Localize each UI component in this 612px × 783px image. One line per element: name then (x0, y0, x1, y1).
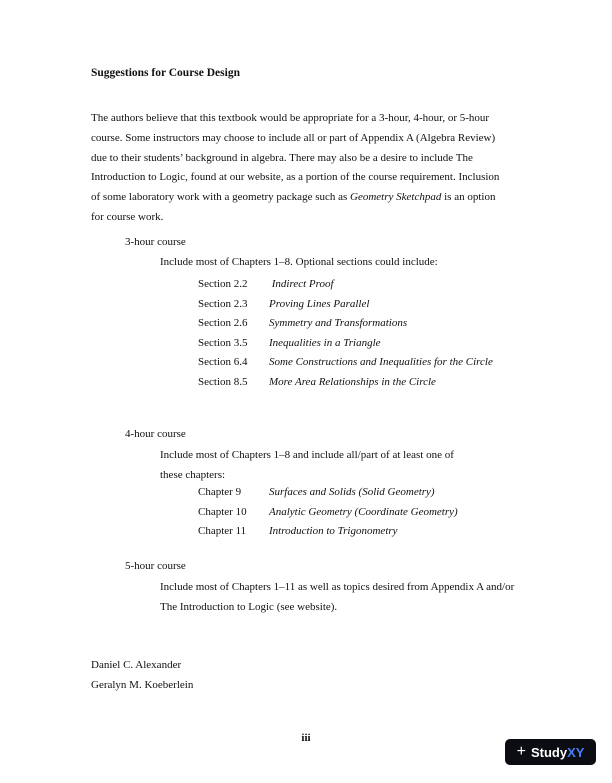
section-number: Section 2.3 (198, 297, 248, 310)
authors (91, 656, 193, 695)
intro-line: Introduction to Logic, found at our website, as a portion of the course requirement. Inclusion (91, 171, 500, 184)
software-name: Geometry Sketchpad (350, 191, 442, 204)
chapter-number: Chapter 9 (198, 486, 242, 498)
chapter-row (198, 483, 458, 503)
studyxy-badge[interactable] (505, 739, 596, 765)
description-line: Include most of Chapters 1–11 as well as topics desired from Appendix A and/or (160, 581, 515, 593)
course-4-description (160, 446, 454, 485)
section-number: Section 6.4 (198, 356, 248, 368)
plus-icon: + (516, 743, 526, 760)
section-number: Section 2.2 (198, 278, 248, 290)
intro-line (91, 188, 531, 208)
section-number: Section 8.5 (198, 375, 248, 388)
chapter-title: Surfaces and Solids (Solid Geometry) (269, 486, 435, 498)
description-line: Include most of Chapters 1–8 and include all/part of at least one of (160, 449, 454, 461)
section-title: Proving Lines Parallel (269, 297, 370, 310)
chapter-number: Chapter 11 (198, 525, 247, 537)
section-row (198, 353, 493, 373)
page-number: iii (301, 732, 311, 744)
section-title: Inequalities in a Triangle (269, 336, 381, 349)
section-row (198, 275, 493, 295)
author-name: Geralyn M. Koeberlein (91, 678, 194, 691)
course-3-heading: 3-hour course (125, 236, 186, 248)
page-title: Suggestions for Course Design (91, 67, 240, 79)
intro-line: The authors believe that this textbook would be appropriate for a 3-hour, 4-hour, or 5-hour (91, 112, 490, 124)
badge-text (531, 745, 584, 760)
section-row (198, 314, 493, 334)
section-number: Section 2.6 (198, 317, 248, 329)
badge-text-study: Study (530, 744, 568, 760)
course-4-heading: 4-hour course (125, 428, 186, 440)
section-row (198, 334, 493, 354)
section-title: More Area Relationships in the Circle (269, 375, 436, 388)
chapter-row (198, 522, 458, 542)
section-title: Indirect Proof (269, 278, 334, 290)
author-name: Daniel C. Alexander (91, 659, 182, 671)
section-title: Some Constructions and Inequalities for the Circle (269, 356, 493, 368)
course-4-chapter-list (198, 483, 458, 542)
chapter-title: Analytic Geometry (Coordinate Geometry) (269, 505, 458, 518)
section-number: Section 3.5 (198, 336, 248, 349)
intro-line-tail: is an option (441, 191, 496, 204)
description-line: The Introduction to Logic (see website). (160, 600, 338, 613)
description-line: these chapters: (160, 468, 226, 481)
chapter-title: Introduction to Trigonometry (269, 525, 398, 537)
section-title: Symmetry and Transformations (269, 317, 408, 329)
section-row (198, 295, 493, 315)
chapter-number: Chapter 10 (198, 505, 247, 518)
intro-line-text: of some laboratory work with a geometry package such as (91, 191, 351, 204)
course-3-section-list (198, 275, 493, 392)
course-5-heading: 5-hour course (125, 560, 186, 572)
section-row (198, 373, 493, 393)
course-5-description (160, 578, 514, 617)
intro-line: due to their students’ background in algebra. There may also be a desire to include The (91, 151, 473, 164)
intro-line: course. Some instructors may choose to include all or part of Appendix A (Algebra Review) (91, 131, 496, 144)
course-3-description: Include most of Chapters 1–8. Optional sections could include: (160, 256, 438, 268)
badge-text-xy: XY (567, 744, 585, 760)
chapter-row (198, 503, 458, 523)
intro-paragraph (91, 109, 531, 228)
intro-line: for course work. (91, 210, 164, 223)
